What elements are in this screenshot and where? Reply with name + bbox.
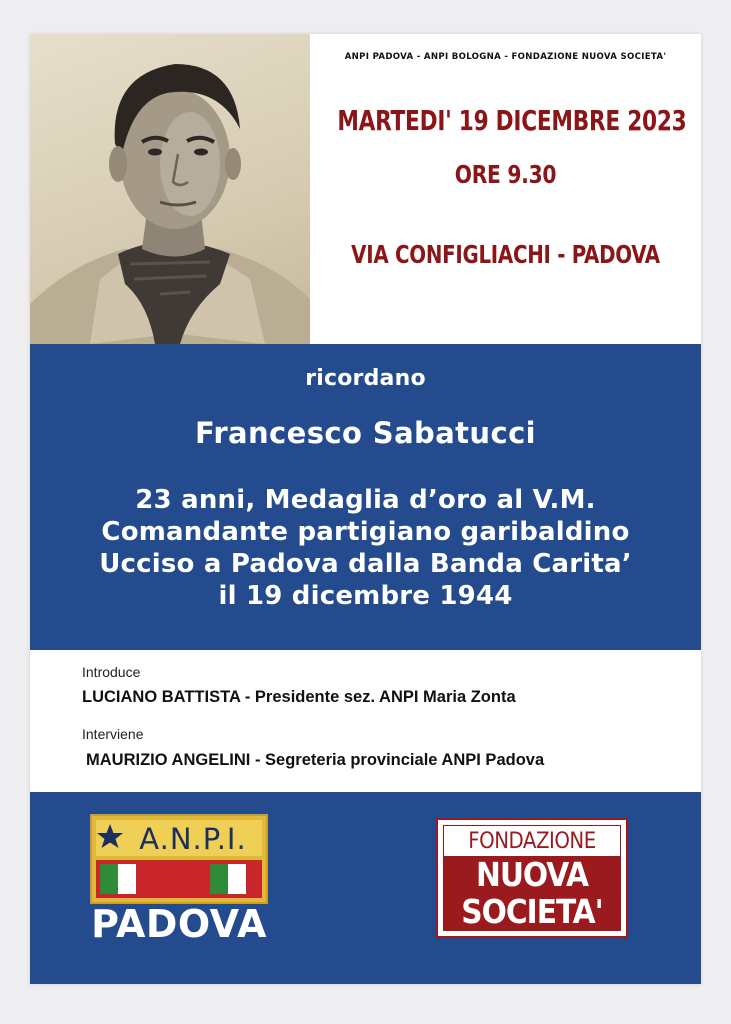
fondazione-nuova-societa-logo: [436, 818, 628, 938]
tribute-verb: ricordano: [305, 366, 426, 391]
role-label: Interviene: [82, 726, 144, 742]
event-poster: [30, 34, 701, 984]
logo-frame: [443, 825, 621, 931]
speaker-line: LUCIANO BATTISTA - Presidente sez. ANPI Maria Zonta: [82, 688, 516, 706]
logos-band: [30, 792, 701, 984]
fns-line-3: SOCIETA': [461, 892, 603, 931]
event-time: ORE 9.30: [454, 160, 557, 189]
bio-line: Ucciso a Padova dalla Banda Carita’: [99, 549, 632, 579]
anpi-title: A.N.P.I.: [139, 822, 247, 856]
fns-line-1: FONDAZIONE: [468, 829, 596, 854]
fns-red-block: [444, 856, 620, 930]
program-section: [30, 650, 701, 792]
bio-line: Comandante partigiano garibaldino: [101, 517, 630, 547]
speaker-line: MAURIZIO ANGELINI - Segreteria provinciale ANPI Padova: [86, 751, 545, 769]
event-location: VIA CONFIGLIACHI - PADOVA: [351, 240, 660, 269]
bio-line: il 19 dicembre 1944: [218, 581, 513, 611]
portrait-illustration: [30, 34, 310, 344]
event-date: MARTEDI' 19 DICEMBRE 2023: [337, 104, 687, 137]
fns-line-2: NUOVA: [475, 855, 588, 894]
tribute-band: [30, 344, 701, 650]
organizers-line: ANPI PADOVA - ANPI BOLOGNA - FONDAZIONE NUOVA SOCIETA': [344, 52, 667, 62]
role-label: Introduce: [82, 664, 141, 680]
honoree-bio: [30, 484, 701, 612]
anpi-padova-logo: [90, 814, 268, 949]
anpi-city: PADOVA: [91, 902, 267, 946]
bio-line: 23 anni, Medaglia d’oro al V.M.: [135, 485, 596, 515]
honoree-name: Francesco Sabatucci: [194, 416, 536, 450]
portrait-photo: [30, 34, 310, 344]
